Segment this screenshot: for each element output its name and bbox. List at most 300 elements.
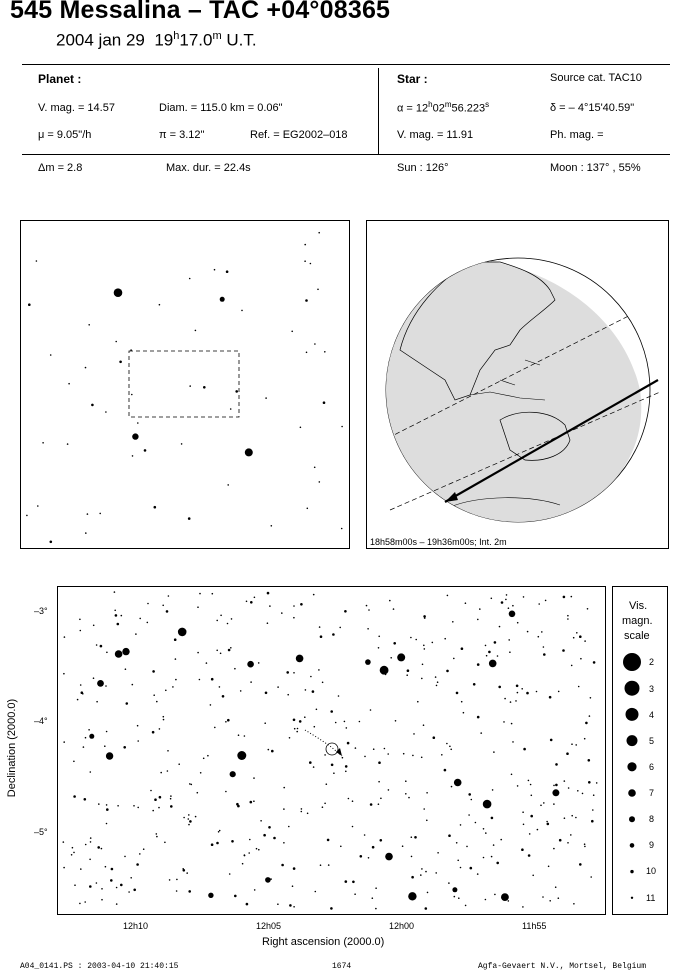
star-dot — [345, 765, 348, 768]
star-dot — [208, 893, 213, 898]
star-dot — [552, 789, 559, 796]
star-dot — [309, 761, 312, 764]
star-dot — [79, 619, 81, 621]
star-dot — [526, 692, 529, 695]
star-dot — [368, 609, 370, 611]
star-dot — [307, 508, 309, 510]
star-dot — [164, 842, 166, 844]
star-dot — [139, 853, 141, 855]
star-dot — [468, 814, 470, 816]
scale-dot — [623, 653, 641, 671]
star-vmag: V. mag. = 11.91 — [397, 129, 474, 141]
star-dot — [167, 750, 169, 752]
star-dot — [406, 674, 408, 676]
star-dot — [299, 720, 302, 723]
star-dot — [225, 721, 227, 723]
star-dot — [87, 513, 89, 515]
star-dot — [222, 695, 225, 698]
star-dot — [452, 621, 454, 623]
star-dot — [521, 848, 524, 851]
footer-credit: Agfa-Gevaert N.V., Mortsel, Belgium — [478, 962, 647, 971]
scale-dot — [631, 897, 633, 899]
star-dot — [165, 690, 167, 692]
star-dot — [322, 806, 324, 808]
star-dot — [159, 728, 161, 730]
scale-title-scale: scale — [624, 630, 650, 642]
star-dot — [491, 817, 494, 820]
star-dot — [199, 593, 201, 595]
star-dot — [152, 670, 155, 673]
star-dot — [305, 689, 307, 691]
star-dot — [317, 289, 319, 291]
star-dot — [370, 709, 372, 711]
star-dot — [120, 884, 123, 887]
star-dot — [175, 658, 177, 660]
star-dot — [558, 897, 560, 899]
star-dot — [225, 791, 227, 793]
star-dot — [199, 679, 201, 681]
ra-hours: α = 12 — [397, 102, 429, 115]
star-dot — [229, 873, 231, 875]
star-dot — [425, 907, 428, 910]
star-dot — [258, 849, 260, 851]
star-dot — [530, 815, 533, 818]
star-dot — [532, 875, 534, 877]
star-dot — [89, 859, 91, 861]
star-dot — [585, 722, 588, 725]
star-dot — [540, 805, 542, 807]
star-dot — [181, 443, 183, 445]
scale-label-5: 5 — [649, 736, 655, 746]
star-dot — [341, 426, 343, 428]
star-dot — [380, 666, 389, 675]
star-dot — [584, 846, 586, 848]
star-dot — [545, 600, 547, 602]
star-dot — [283, 842, 285, 844]
star-dot — [402, 845, 404, 847]
star-dot — [188, 824, 190, 826]
star-dot — [571, 596, 573, 598]
star-dot — [451, 786, 453, 788]
star-dot — [564, 780, 566, 782]
star-dot — [364, 834, 366, 836]
star-dot — [410, 637, 412, 639]
star-dot — [116, 903, 118, 905]
star-dot — [493, 844, 495, 846]
star-source-catalog: Source cat. TAC10 — [550, 72, 642, 84]
star-dot — [555, 886, 557, 888]
star-dot — [64, 636, 66, 638]
star-dot — [110, 879, 113, 882]
x-tick-12h05: 12h05 — [256, 921, 282, 931]
star-dot — [88, 729, 90, 731]
star-dot — [573, 903, 575, 905]
star-dot — [483, 800, 492, 809]
star-dot — [304, 716, 306, 718]
star-dot — [335, 722, 337, 724]
scale-dot — [626, 708, 639, 721]
star-dot — [265, 692, 268, 695]
star-dot — [304, 244, 306, 246]
star-dot — [238, 734, 240, 736]
star-dot — [115, 614, 118, 617]
star-dot — [407, 669, 410, 672]
star-dot — [352, 881, 355, 884]
star-dot — [479, 608, 481, 610]
star-dot — [582, 793, 584, 795]
scale-label-2: 2 — [649, 657, 655, 667]
star-dot — [538, 603, 540, 605]
star-dot — [188, 517, 191, 520]
star-dot — [218, 831, 220, 833]
star-dot — [345, 880, 348, 883]
star-dot — [466, 846, 468, 848]
star-dot — [393, 642, 396, 645]
star-dot — [97, 680, 104, 687]
star-dot — [220, 653, 222, 655]
star-dot — [85, 737, 87, 739]
star-dot — [531, 795, 533, 797]
star-dot — [370, 803, 373, 806]
star-dot — [263, 834, 266, 837]
star-dot — [468, 793, 471, 796]
star-dot — [195, 816, 197, 818]
star-dot — [93, 677, 95, 679]
star-dot — [330, 710, 333, 713]
star-dot — [421, 678, 423, 680]
star-dot — [324, 351, 326, 353]
star-dot — [286, 671, 289, 674]
scale-dot — [627, 735, 638, 746]
star-dot — [139, 618, 141, 620]
star-dot — [505, 599, 507, 601]
star-dot — [523, 748, 526, 751]
event-minute: 17.0 — [179, 30, 213, 50]
star-dot — [91, 404, 94, 407]
star-dot — [178, 763, 180, 765]
star-dot — [590, 697, 592, 699]
star-dot — [26, 515, 28, 517]
star-dot — [512, 741, 514, 743]
star-dot — [246, 601, 248, 603]
star-dot — [314, 467, 316, 469]
star-dot — [90, 841, 92, 843]
ra-seconds: 56.223 — [451, 102, 486, 115]
star-dot — [327, 839, 330, 842]
star-dot — [237, 751, 246, 760]
star-dot — [73, 852, 75, 854]
star-dot — [318, 232, 320, 234]
star-dot — [156, 833, 158, 835]
star-dot — [106, 652, 108, 654]
star-dot — [584, 843, 586, 845]
star-dot — [573, 637, 575, 639]
star-dot — [542, 896, 544, 898]
star-dot — [293, 672, 295, 674]
star-dot — [527, 631, 529, 633]
page-title: 545 Messalina – TAC +04°08365 — [10, 0, 391, 24]
star-dot — [435, 676, 437, 678]
star-dot — [342, 757, 344, 759]
star-dot — [426, 792, 428, 794]
star-dot — [448, 882, 450, 884]
star-dot — [436, 685, 438, 687]
star-dot — [189, 820, 192, 823]
star-dot — [339, 627, 341, 629]
star-dot — [83, 746, 85, 748]
star-dot — [553, 803, 555, 805]
star-dot — [305, 299, 308, 302]
star-dot — [480, 732, 482, 734]
star-dot — [230, 647, 232, 649]
star-dot — [508, 639, 510, 641]
star-dot — [579, 863, 582, 866]
star-dot — [84, 901, 86, 903]
star-dot — [509, 651, 511, 653]
star-dot — [408, 892, 416, 900]
star-dot — [74, 884, 76, 886]
star-dot — [203, 758, 205, 760]
star-dot — [152, 810, 154, 812]
star-dot — [588, 759, 591, 762]
star-dot — [446, 670, 449, 673]
star-dot — [515, 700, 517, 702]
star-dot — [553, 848, 555, 850]
asteroid-track — [305, 730, 342, 756]
star-dot — [558, 691, 560, 693]
scale-dot — [627, 762, 636, 771]
star-dot — [28, 303, 31, 306]
star-dot — [254, 889, 256, 891]
star-dot — [244, 735, 246, 737]
star-dot — [156, 701, 158, 703]
ra-second-unit: s — [485, 100, 490, 109]
star-dot — [473, 683, 476, 686]
star-dot — [347, 742, 350, 745]
star-dot — [170, 795, 172, 797]
planet-reference: Ref. = EG2002–018 — [250, 129, 348, 141]
star-dot — [483, 857, 485, 859]
star-dot — [593, 661, 596, 664]
star-dot — [240, 690, 242, 692]
star-dot — [591, 820, 594, 823]
star-dot — [437, 681, 439, 683]
star-dot — [97, 846, 100, 849]
star-dot — [85, 844, 87, 846]
star-dot — [504, 698, 506, 700]
scale-dot — [630, 843, 635, 848]
star-dot — [293, 719, 296, 722]
star-dot — [117, 623, 120, 626]
star-dot — [216, 650, 218, 652]
star-dot — [579, 635, 582, 638]
star-dot — [373, 748, 375, 750]
star-dot — [411, 836, 413, 838]
star-dot — [90, 837, 92, 839]
star-dot — [293, 605, 295, 607]
star-dot — [115, 650, 123, 658]
star-dot — [571, 743, 573, 745]
star-dot — [541, 631, 543, 633]
star-declination: δ = – 4°15'40.59" — [550, 102, 635, 114]
star-dot — [81, 691, 84, 694]
event-hour: 19 — [154, 30, 174, 50]
star-dot — [106, 823, 108, 825]
ra-minute-unit: m — [444, 100, 452, 109]
scale-dot — [628, 789, 636, 797]
earth-globe — [380, 257, 660, 522]
star-dot — [247, 661, 254, 668]
star-dot — [587, 608, 589, 610]
star-dot — [137, 422, 139, 424]
star-dot — [281, 864, 284, 867]
star-dot — [250, 801, 253, 804]
star-dot — [435, 872, 437, 874]
star-dot — [372, 897, 374, 899]
sun-elongation: Sun : 126° — [397, 162, 449, 174]
star-dot — [333, 772, 335, 774]
star-dot — [101, 848, 103, 850]
star-dot — [293, 906, 295, 908]
star-dot — [90, 771, 92, 773]
star-dot — [571, 665, 573, 667]
star-dot — [444, 638, 446, 640]
star-dot — [423, 645, 425, 647]
star-dot — [114, 288, 123, 297]
star-dot — [323, 401, 326, 404]
star-dot — [494, 641, 497, 644]
star-dot — [248, 852, 250, 854]
star-dot — [42, 442, 44, 444]
star-dot — [307, 813, 309, 815]
footer-file: A04_0141.PS : 2003-04-10 21:40:15 — [20, 962, 179, 971]
star-dot — [123, 746, 126, 749]
star-dot — [458, 897, 460, 899]
star-dot — [72, 847, 74, 849]
scale-label-4: 4 — [649, 710, 655, 720]
star-dot — [106, 804, 108, 806]
star-dot — [237, 805, 240, 808]
star-dot — [270, 878, 272, 880]
star-dot — [567, 618, 569, 620]
star-dot — [417, 701, 419, 703]
star-dot — [115, 341, 117, 343]
star-dot — [338, 695, 340, 697]
star-dot — [96, 644, 98, 646]
star-dot — [584, 738, 586, 740]
magnitude-drop: Δm = 2.8 — [38, 162, 83, 174]
x-axis-label: Right ascension (2000.0) — [262, 936, 385, 948]
moon-elongation: Moon : 137° , 55% — [550, 162, 641, 174]
scale-label-11: 11 — [646, 893, 656, 903]
star-dot — [555, 763, 558, 766]
globe-time-range: 18h58m00s – 19h36m00s; Int. 2m — [370, 537, 507, 547]
star-dot — [378, 803, 380, 805]
star-dot — [132, 684, 134, 686]
star-dot — [426, 820, 428, 822]
star-dot — [575, 817, 577, 819]
star-dot — [367, 628, 369, 630]
star-dot — [80, 630, 82, 632]
star-dot — [89, 734, 94, 739]
star-dot — [529, 833, 531, 835]
star-dot — [433, 736, 436, 739]
star-dot — [380, 839, 383, 842]
star-dot — [287, 694, 289, 696]
star-dot — [189, 278, 191, 280]
star-dot — [231, 840, 234, 843]
star-dot — [465, 905, 467, 907]
star-dot — [227, 719, 230, 722]
star-dot — [493, 751, 495, 753]
star-dot — [128, 891, 130, 893]
star-dot — [234, 668, 236, 670]
star-dot — [517, 622, 519, 624]
star-dot — [304, 260, 306, 262]
star-dot — [89, 885, 92, 888]
star-dot — [549, 696, 552, 699]
star-dot — [316, 709, 318, 711]
star-dot — [546, 821, 548, 823]
star-dot — [477, 619, 479, 621]
scale-title-magn: magn. — [622, 615, 653, 627]
star-dot — [189, 783, 191, 785]
star-dot — [332, 633, 335, 636]
finder-stars — [26, 232, 343, 543]
star-dot — [372, 847, 374, 849]
star-dot — [496, 862, 499, 865]
star-dot — [104, 745, 106, 747]
star-dot — [471, 799, 473, 801]
event-date: 2004 jan 29 — [56, 30, 145, 50]
star-dot — [508, 900, 510, 902]
star-dot — [528, 780, 530, 782]
star-dot — [523, 596, 525, 598]
star-dot — [227, 484, 229, 486]
planet-diameter: Diam. = 115.0 km = 0.06" — [159, 102, 283, 114]
planet-vmag: V. mag. = 14.57 — [38, 102, 115, 114]
star-dot — [318, 669, 320, 671]
star-dot — [264, 722, 266, 724]
star-dot — [352, 800, 354, 802]
star-dot — [154, 798, 157, 801]
star-dot — [512, 605, 514, 607]
star-dot — [219, 686, 221, 688]
star-dot — [188, 890, 191, 893]
star-dot — [228, 649, 231, 652]
star-dot — [188, 818, 190, 820]
star-dot — [421, 868, 423, 870]
star-dot — [548, 866, 550, 868]
star-dot — [543, 802, 545, 804]
star-dot — [163, 716, 165, 718]
planet-parallax: π = 3.12" — [159, 129, 205, 141]
star-dot — [296, 655, 304, 663]
star-dot — [147, 622, 149, 624]
star-dot — [456, 692, 459, 695]
star-dot — [300, 427, 302, 429]
star-dot — [301, 808, 303, 810]
star-dot — [412, 755, 414, 757]
star-dot — [124, 856, 126, 858]
star-dot — [122, 648, 129, 655]
field-of-view-box — [129, 351, 239, 417]
star-dot — [246, 903, 249, 906]
star-dot — [170, 805, 173, 808]
star-dot — [289, 904, 292, 907]
star-dot — [242, 863, 244, 865]
star-dot — [331, 764, 334, 767]
